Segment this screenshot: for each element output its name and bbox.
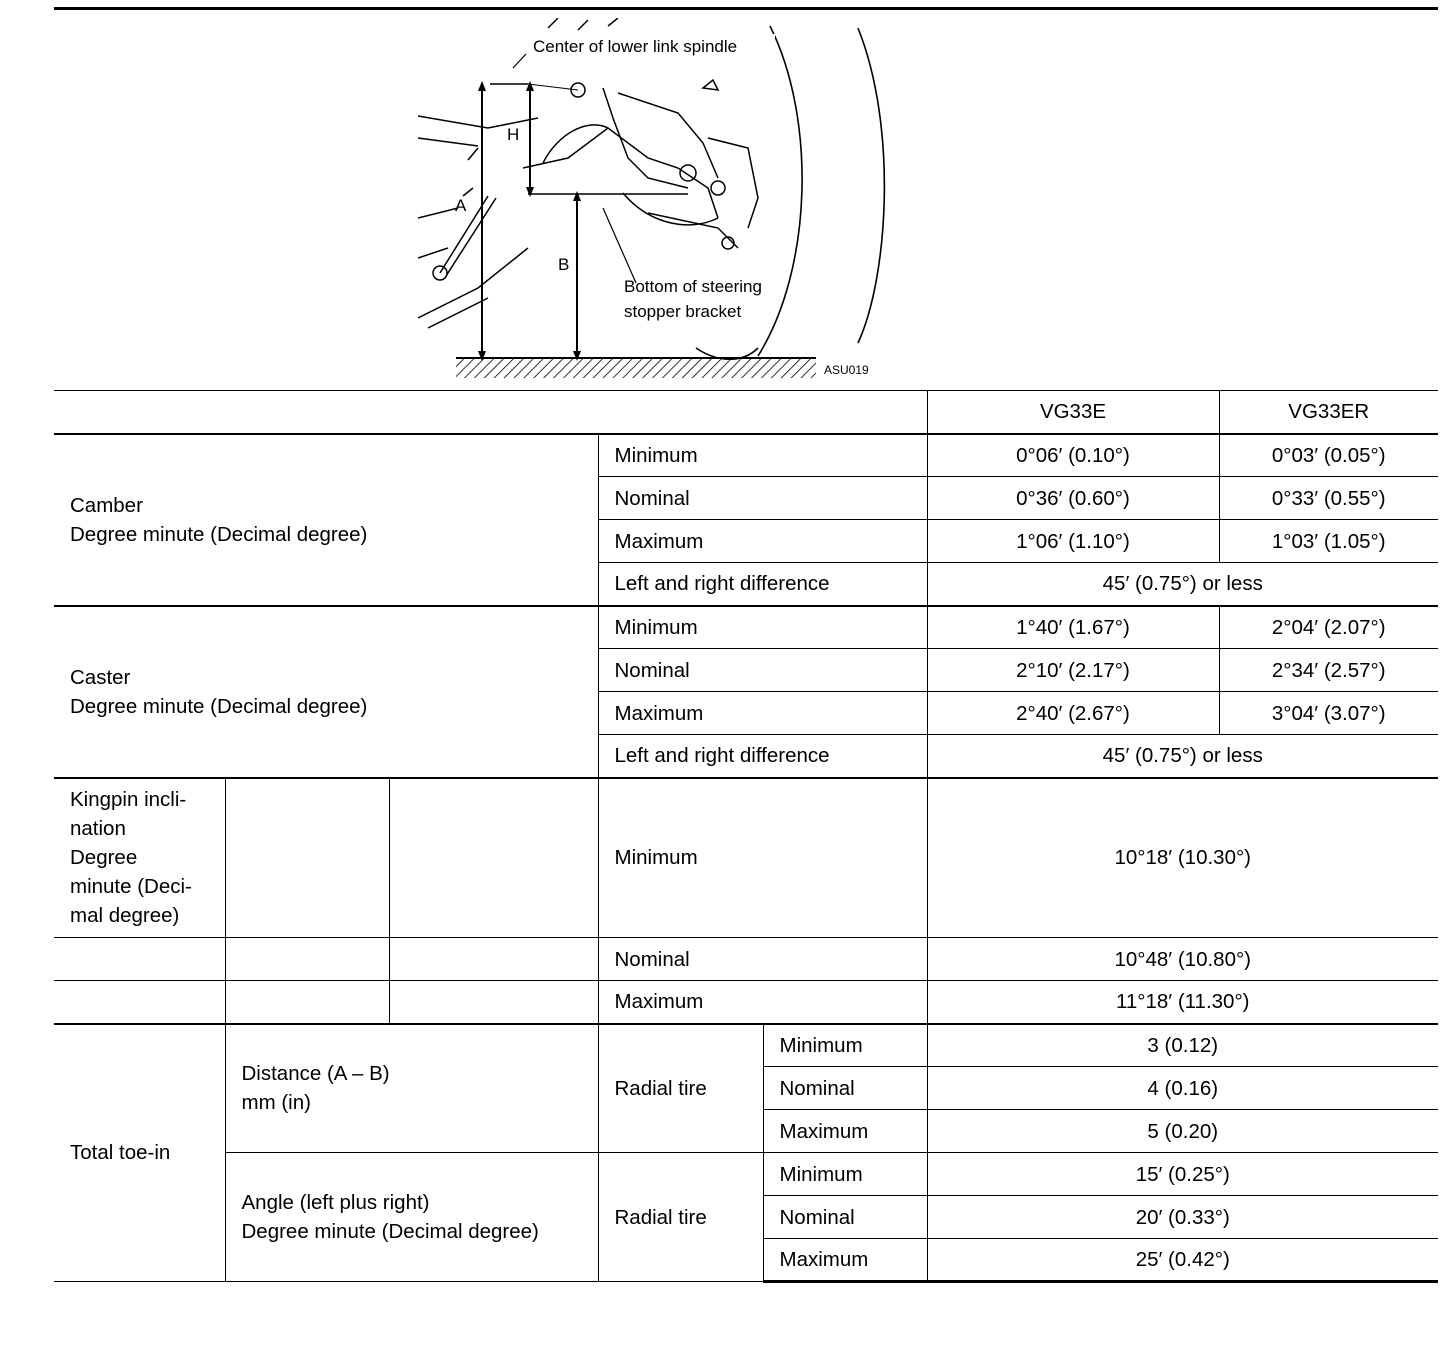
camber-row-min xyxy=(54,434,1438,477)
kingpin-min-label: Minimum xyxy=(598,778,927,938)
header-vg33er: VG33ER xyxy=(1219,391,1438,434)
camber-diff-value: 45′ (0.75°) or less xyxy=(927,563,1438,606)
toe-distance-nom-label: Nominal xyxy=(763,1067,927,1110)
caster-max-label: Maximum xyxy=(598,692,927,735)
kingpin-nom-value: 10°48′ (10.80°) xyxy=(927,938,1438,981)
suspension-figure xyxy=(418,18,888,384)
caster-min-label: Minimum xyxy=(598,606,927,649)
camber-max-label: Maximum xyxy=(598,520,927,563)
caster-nom-vg33e: 2°10′ (2.17°) xyxy=(927,649,1219,692)
label-b: B xyxy=(558,255,570,274)
caster-label: Caster Degree minute (Decimal degree) xyxy=(54,606,598,778)
header-row xyxy=(54,391,1438,434)
camber-diff-label: Left and right difference xyxy=(598,563,927,606)
toe-angle-min-value: 15′ (0.25°) xyxy=(927,1153,1438,1196)
camber-min-vg33er: 0°03′ (0.05°) xyxy=(1219,434,1438,477)
suspension-diagram xyxy=(418,18,888,384)
toe-angle-row-min xyxy=(54,1153,1438,1196)
caster-diff-label: Left and right difference xyxy=(598,735,927,778)
toe-angle-max-label: Maximum xyxy=(763,1239,927,1282)
kingpin-max-label: Maximum xyxy=(598,981,927,1024)
camber-max-vg33e: 1°06′ (1.10°) xyxy=(927,520,1219,563)
toe-in-label: Total toe-in xyxy=(54,1024,225,1282)
toe-angle-tire: Radial tire xyxy=(598,1153,763,1282)
toe-angle-label: Angle (left plus right) Degree minute (Decimal degree) xyxy=(225,1153,598,1282)
toe-angle-nom-label: Nominal xyxy=(763,1196,927,1239)
kingpin-row-max xyxy=(54,981,1438,1024)
camber-label: Camber Degree minute (Decimal degree) xyxy=(54,434,598,606)
toe-distance-min-value: 3 (0.12) xyxy=(927,1024,1438,1067)
kingpin-row-nom xyxy=(54,938,1438,981)
camber-nom-label: Nominal xyxy=(598,477,927,520)
toe-distance-label: Distance (A – B) mm (in) xyxy=(225,1024,598,1153)
ground-hatch xyxy=(456,358,816,378)
figure-code: ASU019 xyxy=(824,363,869,377)
toe-distance-min-label: Minimum xyxy=(763,1024,927,1067)
wheel-alignment-table xyxy=(54,390,1438,1283)
toe-distance-tire: Radial tire xyxy=(598,1024,763,1153)
caster-min-vg33er: 2°04′ (2.07°) xyxy=(1219,606,1438,649)
kingpin-max-value: 11°18′ (11.30°) xyxy=(927,981,1438,1024)
caster-row-min xyxy=(54,606,1438,649)
camber-nom-vg33e: 0°36′ (0.60°) xyxy=(927,477,1219,520)
camber-min-vg33e: 0°06′ (0.10°) xyxy=(927,434,1219,477)
header-vg33e: VG33E xyxy=(927,391,1219,434)
kingpin-min-value: 10°18′ (10.30°) xyxy=(927,778,1438,938)
caster-nom-label: Nominal xyxy=(598,649,927,692)
caster-min-vg33e: 1°40′ (1.67°) xyxy=(927,606,1219,649)
label-h: H xyxy=(507,125,520,144)
caster-max-vg33e: 2°40′ (2.67°) xyxy=(927,692,1219,735)
toe-distance-row-min xyxy=(54,1024,1438,1067)
toe-distance-max-value: 5 (0.20) xyxy=(927,1110,1438,1153)
kingpin-label: Kingpin incli- nation Degree minute (Deci- mal degree) xyxy=(54,778,225,938)
camber-min-label: Minimum xyxy=(598,434,927,477)
callout-center-lower-link: Center of lower link spindle xyxy=(533,37,738,56)
camber-max-vg33er: 1°03′ (1.05°) xyxy=(1219,520,1438,563)
callout-steering-stopper-2: stopper bracket xyxy=(624,302,742,321)
caster-diff-value: 45′ (0.75°) or less xyxy=(927,735,1438,778)
kingpin-row-min xyxy=(54,778,1438,938)
top-rule xyxy=(54,7,1438,10)
toe-angle-nom-value: 20′ (0.33°) xyxy=(927,1196,1438,1239)
toe-distance-nom-value: 4 (0.16) xyxy=(927,1067,1438,1110)
caster-nom-vg33er: 2°34′ (2.57°) xyxy=(1219,649,1438,692)
toe-angle-max-value: 25′ (0.42°) xyxy=(927,1239,1438,1282)
kingpin-nom-label: Nominal xyxy=(598,938,927,981)
label-a: A xyxy=(455,196,467,215)
toe-distance-max-label: Maximum xyxy=(763,1110,927,1153)
callout-steering-stopper-1: Bottom of steering xyxy=(624,277,762,296)
toe-angle-min-label: Minimum xyxy=(763,1153,927,1196)
caster-max-vg33er: 3°04′ (3.07°) xyxy=(1219,692,1438,735)
camber-nom-vg33er: 0°33′ (0.55°) xyxy=(1219,477,1438,520)
